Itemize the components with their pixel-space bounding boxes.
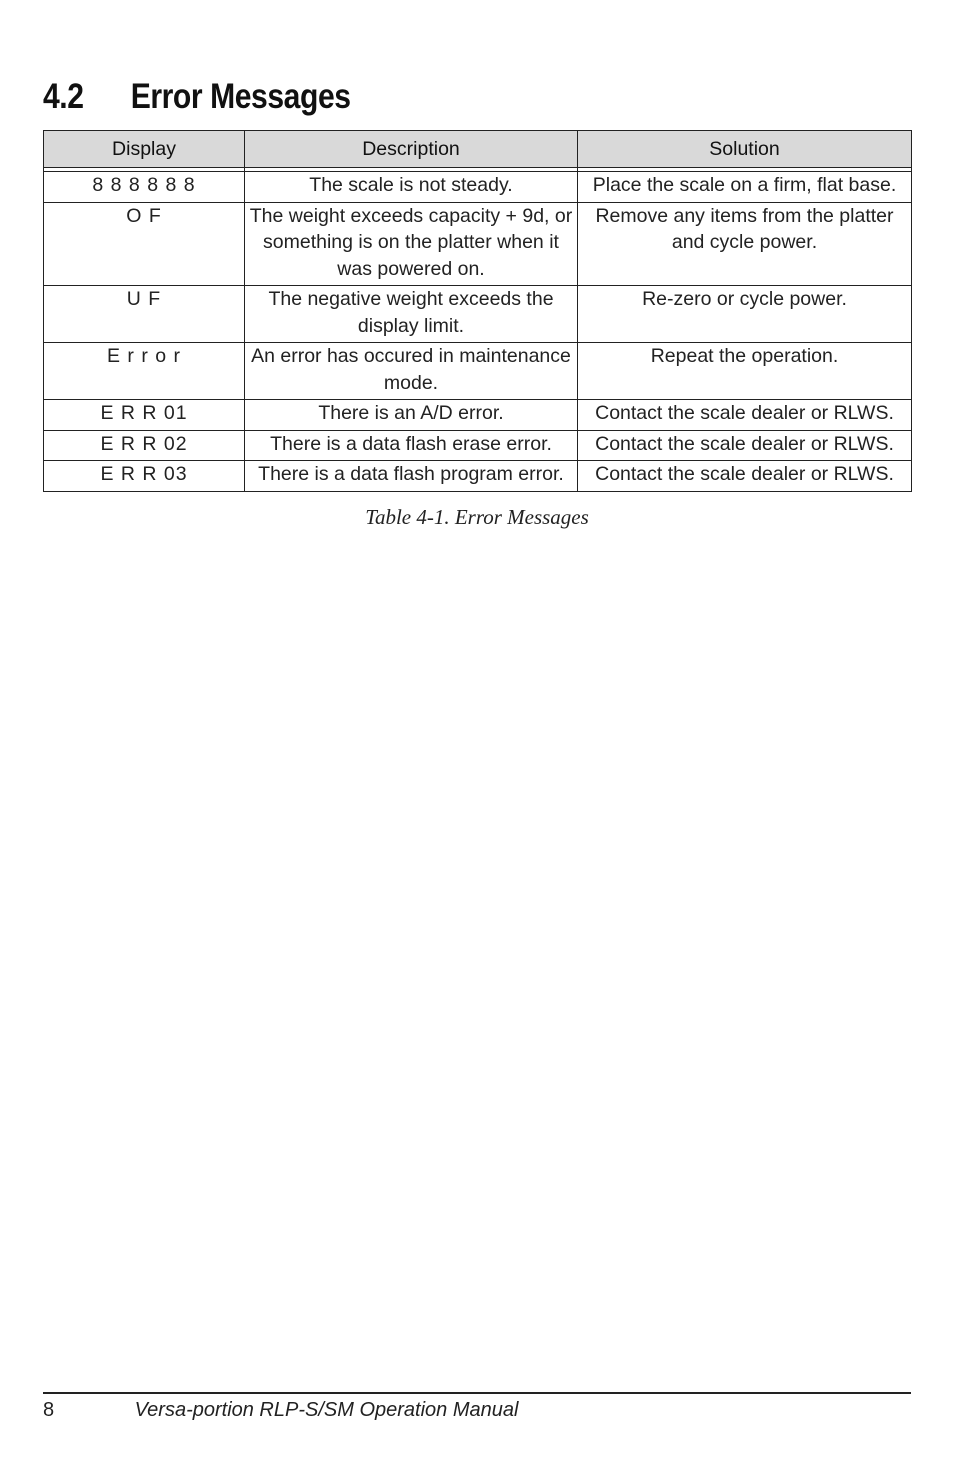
description-cell: The negative weight exceeds the display limit. <box>245 286 578 343</box>
solution-cell: Contact the scale dealer or RLWS. <box>578 430 912 461</box>
header-description: Description <box>245 131 578 168</box>
solution-cell: Remove any items from the platter and cycle power. <box>578 202 912 286</box>
section-number: 4.2 <box>43 77 84 116</box>
solution-cell: Repeat the operation. <box>578 343 912 400</box>
description-cell: An error has occured in maintenance mode. <box>245 343 578 400</box>
table-row <box>44 286 912 343</box>
display-cell: E R R 03 <box>44 461 245 492</box>
page-number: 8 <box>43 1399 55 1421</box>
table-row <box>44 461 912 492</box>
display-cell: E R R 02 <box>44 430 245 461</box>
display-cell: O F <box>44 202 245 286</box>
display-cell: 8 8 8 8 8 8 <box>44 172 245 203</box>
section-title: Error Messages <box>130 77 351 116</box>
solution-cell: Place the scale on a firm, flat base. <box>578 172 912 203</box>
description-cell: There is a data flash erase error. <box>245 430 578 461</box>
description-cell: The weight exceeds capacity + 9d, or something is on the platter when it was powered on. <box>245 202 578 286</box>
solution-cell: Contact the scale dealer or RLWS. <box>578 461 912 492</box>
description-cell: There is an A/D error. <box>245 400 578 431</box>
page-footer <box>43 1399 518 1422</box>
header-display: Display <box>44 131 245 168</box>
display-cell: E R R 01 <box>44 400 245 431</box>
header-solution: Solution <box>578 131 912 168</box>
solution-cell: Contact the scale dealer or RLWS. <box>578 400 912 431</box>
section-heading <box>43 72 351 122</box>
footer-divider <box>43 1392 911 1394</box>
error-messages-table <box>43 130 912 492</box>
table-row <box>44 172 912 203</box>
solution-cell: Re-zero or cycle power. <box>578 286 912 343</box>
description-cell: There is a data flash program error. <box>245 461 578 492</box>
display-cell: U F <box>44 286 245 343</box>
description-cell: The scale is not steady. <box>245 172 578 203</box>
table-row <box>44 400 912 431</box>
table-row <box>44 202 912 286</box>
table-header-row <box>44 131 912 168</box>
table-row <box>44 430 912 461</box>
table-row <box>44 343 912 400</box>
display-cell: E r r o r <box>44 343 245 400</box>
table-caption: Table 4-1. Error Messages <box>365 505 589 529</box>
manual-title: Versa-portion RLP-S/SM Operation Manual <box>134 1399 519 1421</box>
